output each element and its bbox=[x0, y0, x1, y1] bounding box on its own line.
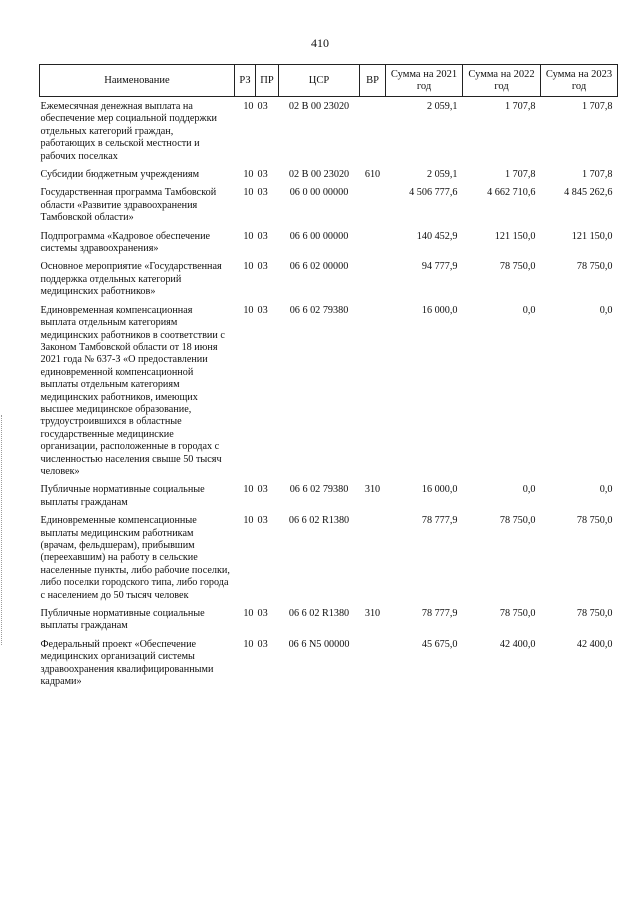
header-sum-2022: Сумма на 2022 год bbox=[463, 65, 541, 97]
row-sum-2023-cell: 121 150,0 bbox=[571, 230, 613, 242]
row-pr-cell: 03 bbox=[257, 230, 268, 242]
row-rz-cell: 10 bbox=[243, 484, 254, 496]
row-pr-cell: 03 bbox=[257, 484, 268, 496]
row-sum-2022-cell: 0,0 bbox=[522, 484, 536, 496]
row-rz-cell: 10 bbox=[243, 515, 254, 527]
row-sum-2022-cell: 78 750,0 bbox=[499, 515, 536, 527]
row-csr-cell: 06 6 00 00000 bbox=[289, 230, 349, 242]
row-csr-cell: 06 6 02 R1380 bbox=[288, 608, 350, 620]
budget-table bbox=[39, 64, 618, 694]
table-row bbox=[40, 515, 618, 608]
row-rz-cell: 10 bbox=[243, 608, 254, 620]
row-vr-cell bbox=[360, 261, 386, 304]
row-csr-cell: 02 В 00 23020 bbox=[288, 101, 350, 112]
row-sum-2021-cell: 45 675,0 bbox=[421, 638, 458, 650]
row-sum-2023-cell: 0,0 bbox=[599, 304, 613, 316]
row-sum-2022-cell: 78 750,0 bbox=[499, 608, 536, 620]
row-pr-cell: 03 bbox=[257, 304, 268, 316]
row-sum-2023-cell: 78 750,0 bbox=[576, 608, 613, 620]
row-name-cell: Подпрограмма «Кадровое обеспечение системы здравоохранения» bbox=[40, 230, 211, 255]
row-sum-2022-cell: 0,0 bbox=[522, 304, 536, 316]
row-pr-cell: 03 bbox=[257, 638, 268, 650]
row-sum-2021-cell: 78 777,9 bbox=[421, 515, 458, 527]
scan-margin-mark bbox=[1, 415, 4, 645]
row-vr-cell bbox=[360, 305, 386, 485]
table-row bbox=[40, 639, 618, 695]
row-name-cell: Ежемесячная денежная выплата на обеспечение мер социальной поддержки отдельных категорий граждан, работающих в сельской местности и рабочих поселках bbox=[40, 101, 217, 162]
row-name-cell: Субсидии бюджетным учреждениям bbox=[40, 169, 200, 181]
row-name-cell: Публичные нормативные социальные выплаты гражданам bbox=[40, 608, 205, 632]
row-name-cell: Основное мероприятие «Государственная поддержка отдельных категорий медицинских работников» bbox=[40, 261, 222, 298]
row-sum-2022-cell: 78 750,0 bbox=[499, 261, 536, 273]
row-name-cell: Единовременная компенсационная выплата отдельным категориям медицинских работников в соответствии с Законом Тамбовской области от 18 июня 2021 года № 637-З «О предоставлении единовременной компенсационной выплаты отдельным категориям медицинских работников, имеющих высшее медицинское образование, трудоустроившихся в областные государственные медицинские организации, расположенные в городах с численностью населения свыше 50 тысяч человек» bbox=[40, 304, 225, 477]
row-vr-cell bbox=[360, 231, 386, 262]
header-vr: ВР bbox=[360, 65, 386, 97]
row-sum-2023-cell: 1 707,8 bbox=[581, 101, 613, 112]
row-sum-2022-cell: 1 707,8 bbox=[504, 169, 536, 181]
row-sum-2021-cell: 4 506 777,6 bbox=[409, 187, 458, 199]
row-sum-2022-cell: 1 707,8 bbox=[504, 101, 536, 112]
table-header-row bbox=[40, 65, 618, 97]
row-pr-cell: 03 bbox=[257, 608, 268, 620]
row-csr-cell: 06 6 02 00000 bbox=[289, 261, 349, 273]
row-rz-cell: 10 bbox=[243, 304, 254, 316]
row-csr-cell: 06 0 00 00000 bbox=[289, 187, 349, 199]
row-sum-2022-cell: 42 400,0 bbox=[499, 638, 536, 650]
row-sum-2023-cell: 1 707,8 bbox=[581, 169, 613, 181]
row-vr-cell bbox=[360, 97, 386, 170]
row-pr-cell: 03 bbox=[257, 101, 268, 112]
row-sum-2021-cell: 2 059,1 bbox=[426, 101, 458, 112]
row-sum-2021-cell: 16 000,0 bbox=[421, 484, 458, 496]
table-row bbox=[40, 261, 618, 304]
table-row bbox=[40, 187, 618, 230]
header-sum-2021: Сумма на 2021 год bbox=[386, 65, 463, 97]
row-sum-2021-cell: 16 000,0 bbox=[421, 304, 458, 316]
row-vr-cell bbox=[360, 187, 386, 230]
table-row bbox=[40, 169, 618, 187]
row-sum-2023-cell: 4 845 262,6 bbox=[564, 187, 613, 199]
row-vr-cell bbox=[360, 639, 386, 695]
row-sum-2023-cell: 42 400,0 bbox=[576, 638, 613, 650]
row-rz-cell: 10 bbox=[243, 101, 254, 112]
page-number: 410 bbox=[311, 36, 329, 50]
row-csr-cell: 06 6 02 79380 bbox=[289, 304, 349, 316]
table-row bbox=[40, 231, 618, 262]
row-rz-cell: 10 bbox=[243, 638, 254, 650]
row-pr-cell: 03 bbox=[257, 187, 268, 199]
header-pr: ПР bbox=[256, 65, 279, 97]
table-row bbox=[40, 608, 618, 639]
table-row bbox=[40, 484, 618, 515]
row-csr-cell: 06 6 N5 00000 bbox=[288, 638, 350, 650]
row-vr-cell: 310 bbox=[364, 484, 381, 496]
row-csr-cell: 02 В 00 23020 bbox=[288, 169, 350, 181]
row-vr-cell bbox=[360, 515, 386, 608]
row-sum-2023-cell: 0,0 bbox=[599, 484, 613, 496]
header-name: Наименование bbox=[40, 65, 235, 97]
row-sum-2021-cell: 140 452,9 bbox=[416, 230, 458, 242]
row-rz-cell: 10 bbox=[243, 169, 254, 181]
row-vr-cell: 310 bbox=[364, 608, 381, 620]
row-sum-2021-cell: 78 777,9 bbox=[421, 608, 458, 620]
row-name-cell: Публичные нормативные социальные выплаты гражданам bbox=[40, 484, 205, 508]
row-sum-2021-cell: 2 059,1 bbox=[426, 169, 458, 181]
row-name-cell: Государственная программа Тамбовской области «Развитие здравоохранения Тамбовской области» bbox=[40, 187, 217, 224]
row-rz-cell: 10 bbox=[243, 261, 254, 273]
header-sum-2023: Сумма на 2023 год bbox=[541, 65, 618, 97]
row-sum-2022-cell: 4 662 710,6 bbox=[487, 187, 536, 199]
row-csr-cell: 06 6 02 R1380 bbox=[288, 515, 350, 527]
table-row bbox=[40, 97, 618, 170]
row-csr-cell: 06 6 02 79380 bbox=[289, 484, 349, 496]
row-sum-2021-cell: 94 777,9 bbox=[421, 261, 458, 273]
row-name-cell: Федеральный проект «Обеспечение медицинских организаций системы здравоохранения квалифицированными кадрами» bbox=[40, 638, 214, 688]
header-rz: РЗ bbox=[235, 65, 256, 97]
row-sum-2023-cell: 78 750,0 bbox=[576, 515, 613, 527]
row-name-cell: Единовременные компенсационные выплаты медицинским работникам (врачам, фельдшерам), прибывшим (переехавшим) на работу в сельские населенные пункты, либо рабочие поселки, либо поселки городского типа, либо города с населением до 50 тысяч человек bbox=[40, 515, 230, 601]
row-pr-cell: 03 bbox=[257, 261, 268, 273]
row-rz-cell: 10 bbox=[243, 230, 254, 242]
header-csr: ЦСР bbox=[279, 65, 360, 97]
row-pr-cell: 03 bbox=[257, 169, 268, 181]
row-pr-cell: 03 bbox=[257, 515, 268, 527]
row-sum-2023-cell: 78 750,0 bbox=[576, 261, 613, 273]
row-sum-2022-cell: 121 150,0 bbox=[494, 230, 536, 242]
table-row bbox=[40, 305, 618, 485]
row-rz-cell: 10 bbox=[243, 187, 254, 199]
row-vr-cell: 610 bbox=[364, 169, 381, 181]
